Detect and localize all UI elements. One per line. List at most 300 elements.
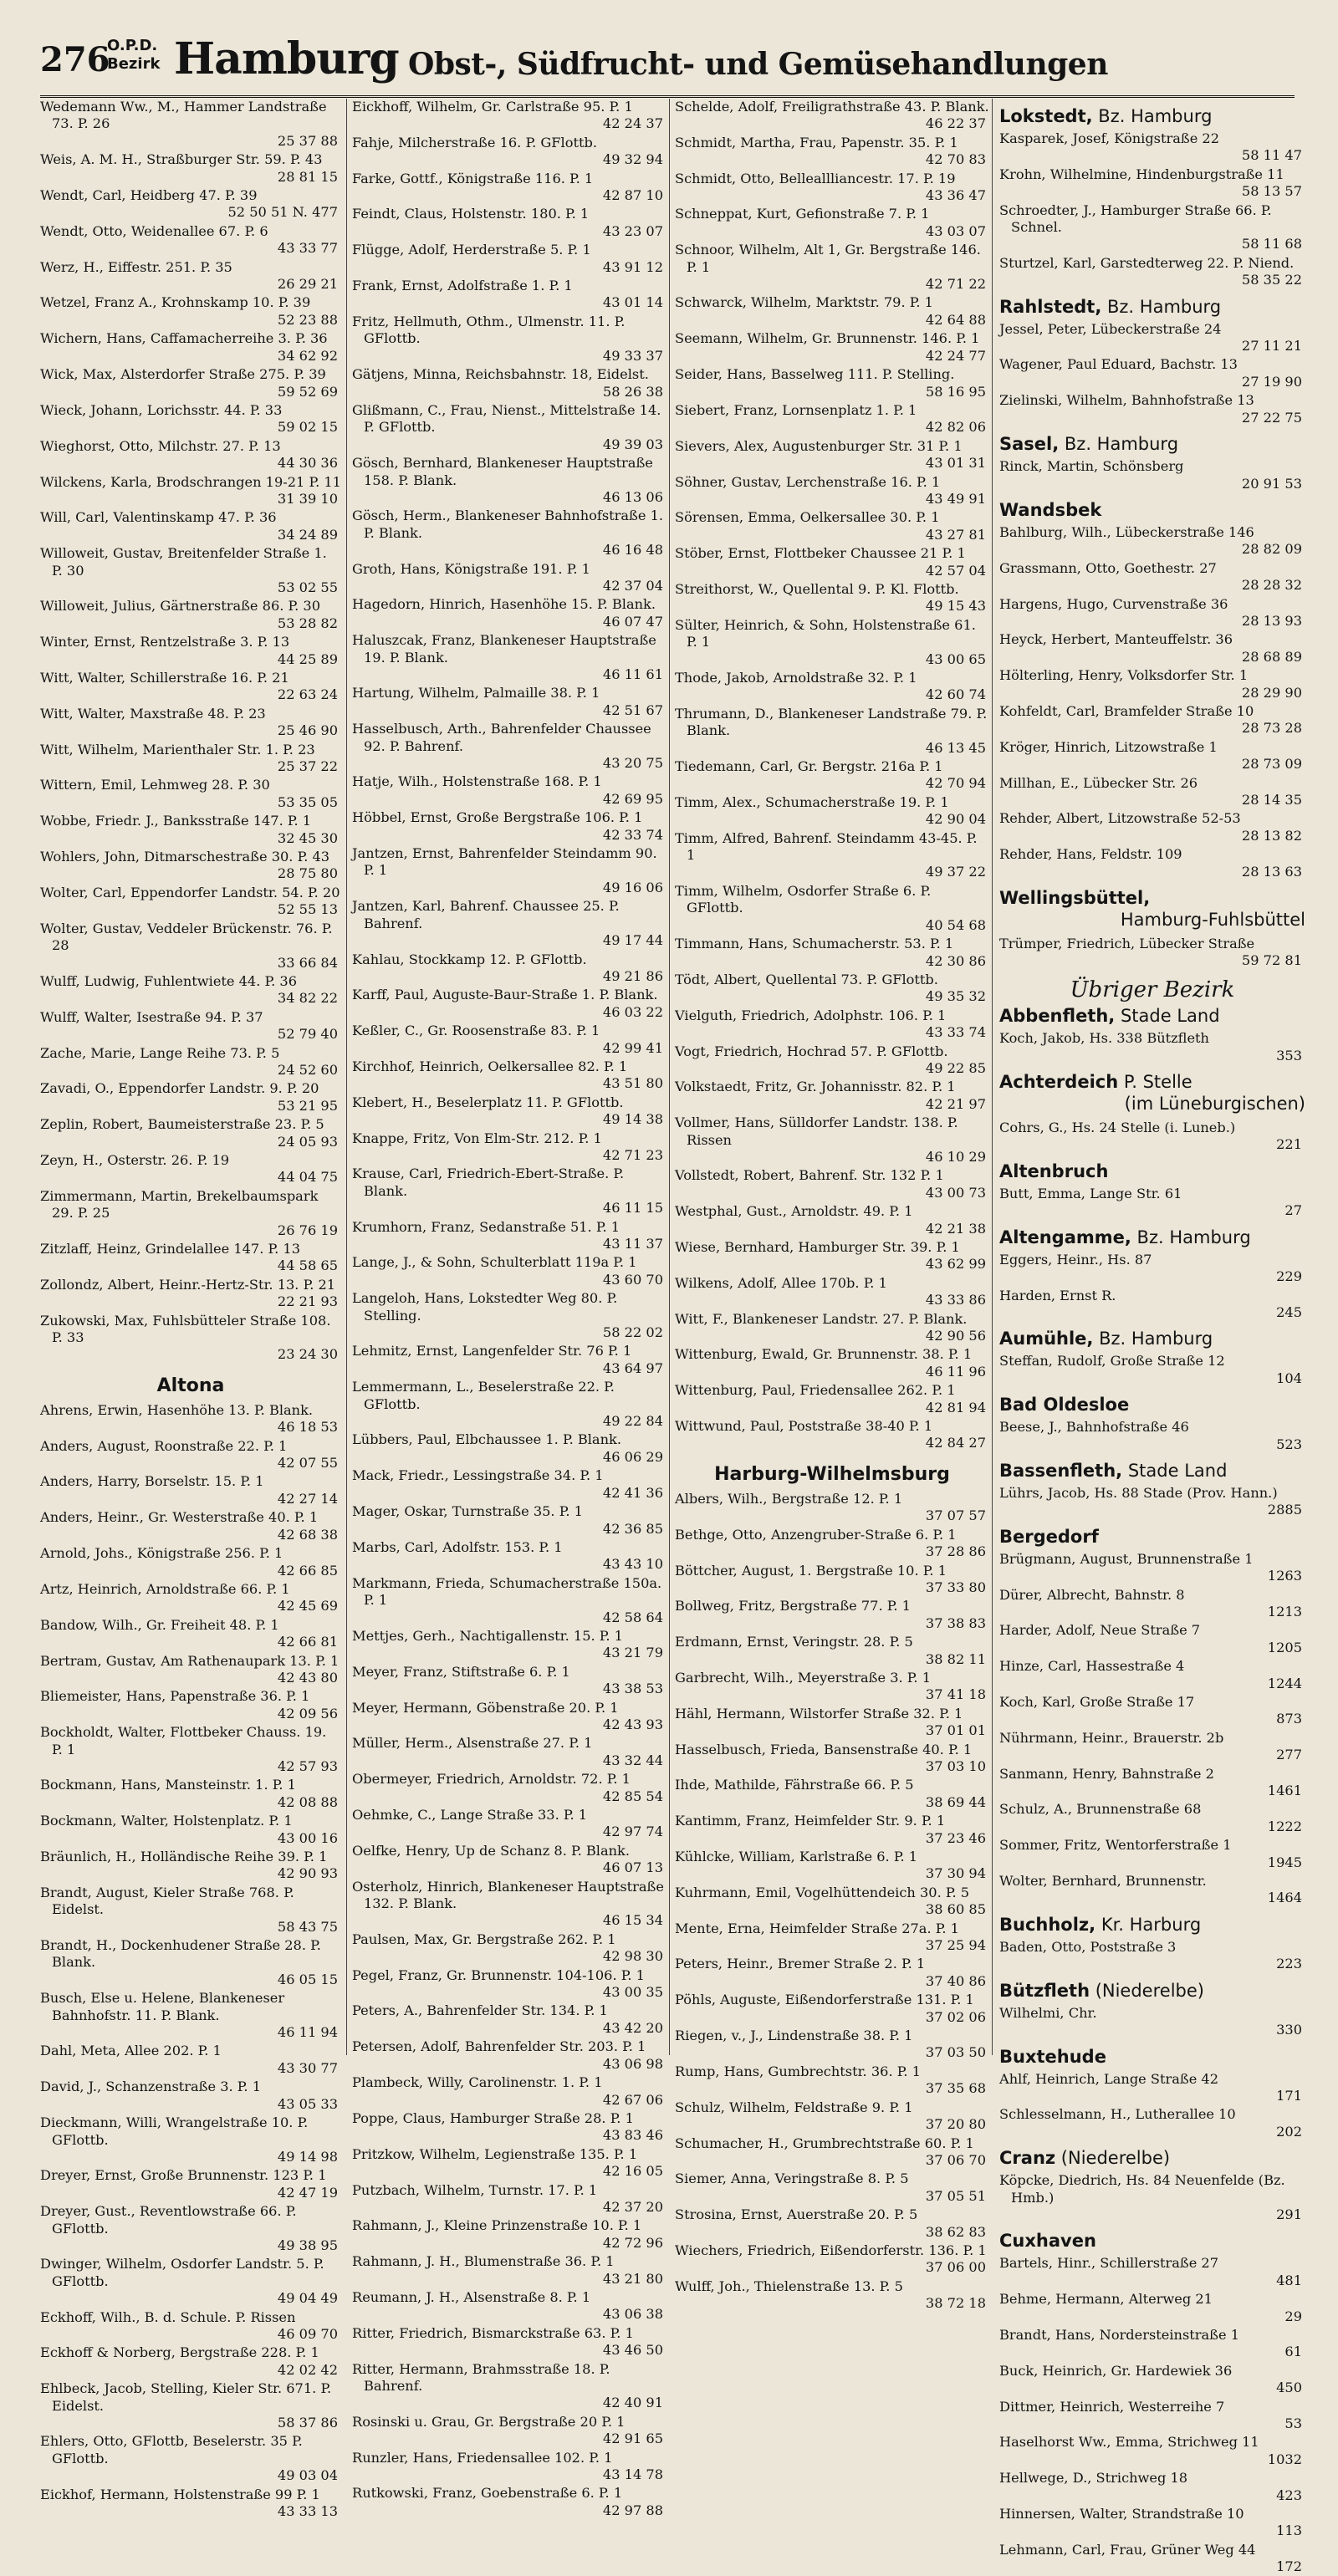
directory-entry — [675, 1706, 989, 1740]
entry-text: Ritter, Friedrich, Bismarckstraße 63. P. 1 — [352, 2324, 634, 2341]
phone-number: 46 11 96 — [925, 1363, 986, 1380]
entry-text: Hartung, Wilhelm, Palmaille 38. P. 1 — [352, 685, 600, 701]
entry-text: Weis, A. M. H., Straßburger Str. 59. P. 43 — [40, 151, 323, 168]
directory-entry — [40, 1188, 341, 1239]
phone-number: 223 — [1276, 1956, 1302, 1972]
phone-number: 58 22 02 — [602, 1324, 663, 1341]
directory-entry — [675, 1167, 989, 1201]
directory-entry — [999, 2327, 1305, 2361]
page-header — [40, 33, 1295, 98]
directory-entry — [352, 632, 666, 683]
phone-number: 42 33 74 — [602, 826, 663, 843]
directory-entry — [999, 2363, 1305, 2397]
entry-text: Eckhoff & Norberg, Bergstraße 228. P. 1 — [40, 2344, 319, 2361]
directory-entry — [40, 1009, 341, 1043]
phone-number: 37 30 94 — [925, 1865, 986, 1882]
entry-text: Brandt, Hans, Nordersteinstraße 1 — [999, 2326, 1240, 2343]
entry-text: Bandow, Wilh., Gr. Freiheit 48. P. 1 — [40, 1616, 279, 1633]
location-heading-cont: (im Lüneburgischen) — [1124, 1094, 1305, 1115]
entry-text: Schneppat, Kurt, Gefionstraße 7. P. 1 — [675, 206, 930, 222]
entry-text: Arnold, Johs., Königstraße 256. P. 1 — [40, 1545, 283, 1562]
entry-text: Kühlcke, William, Karlstraße 6. P. 1 — [675, 1849, 918, 1864]
phone-number: 43 27 81 — [925, 526, 986, 543]
entry-text: Brügmann, August, Brunnenstraße 1 — [999, 1550, 1254, 1567]
phone-number: 33 66 84 — [277, 954, 338, 971]
directory-entry — [352, 314, 666, 365]
directory-entry — [999, 1658, 1305, 1692]
phone-number: 43 62 99 — [925, 1256, 986, 1273]
location-heading: Sasel, Bz. Hamburg — [999, 434, 1179, 455]
directory-entry — [675, 1563, 989, 1597]
phone-number: 42 66 85 — [277, 1562, 338, 1579]
directory-entry — [40, 366, 341, 400]
directory-entry — [675, 758, 989, 793]
directory-entry — [40, 1438, 341, 1472]
entry-text: Harder, Adolf, Neue Straße 7 — [999, 1622, 1201, 1639]
entry-text: Bockholdt, Walter, Flottbeker Chauss. 19. P. 1 — [40, 1724, 327, 1757]
phone-number: 42 45 69 — [277, 1598, 338, 1614]
entry-text: Mente, Erna, Heimfelder Straße 27a. P. 1 — [675, 1920, 959, 1936]
directory-entry — [352, 2361, 666, 2412]
entry-text: Anders, Harry, Borselstr. 15. P. 1 — [40, 1473, 264, 1490]
directory-entry — [675, 1491, 989, 1525]
entry-text: Oelfke, Henry, Up de Schanz 8. P. Blank. — [352, 1842, 631, 1859]
phone-number: 46 03 22 — [602, 1003, 663, 1020]
phone-number: 37 28 86 — [925, 1543, 986, 1560]
directory-entry — [40, 402, 341, 436]
directory-entry — [675, 936, 989, 970]
phone-number: 42 24 77 — [925, 347, 986, 364]
directory-entry — [352, 402, 666, 453]
directory-entry — [675, 1115, 989, 1166]
directory-entry — [352, 596, 666, 630]
directory-entry — [40, 670, 341, 704]
entry-text: Kahlau, Stockkamp 12. P. GFlottb. — [352, 951, 587, 967]
entry-text: Timmann, Hans, Schumacherstr. 53. P. 1 — [675, 936, 954, 952]
directory-entry — [675, 1742, 989, 1776]
entry-text: Gösch, Bernhard, Blankeneser Hauptstraße 158. P. Blank. — [352, 455, 653, 488]
phone-number: 46 10 29 — [925, 1148, 986, 1165]
phone-number: 43 49 91 — [925, 490, 986, 507]
phone-number: 43 00 16 — [277, 1829, 338, 1846]
entry-place: Bützfleth — [1146, 1030, 1209, 1047]
directory-entry — [999, 2106, 1305, 2140]
entry-text: Karff, Paul, Auguste-Baur-Straße 1. P. Blank. — [352, 987, 658, 1003]
directory-entry — [40, 1241, 341, 1275]
entry-text: Sülter, Heinrich, & Sohn, Holstenstraße 61. P. 1 — [675, 616, 976, 650]
phone-number: 37 38 83 — [925, 1614, 986, 1631]
entry-text: Wichern, Hans, Caffamacherreihe 3. P. 36 — [40, 330, 328, 347]
directory-entry — [999, 1801, 1305, 1835]
phone-number: 43 30 77 — [277, 2059, 338, 2076]
directory-entry — [675, 1239, 989, 1273]
phone-number: 37 41 18 — [925, 1686, 986, 1703]
phone-number: 28 13 82 — [1241, 827, 1302, 844]
phone-number: 49 14 98 — [277, 2148, 338, 2165]
directory-entry — [40, 1545, 341, 1579]
directory-entry — [675, 206, 989, 240]
phone-number: 42 87 10 — [602, 187, 663, 204]
directory-entry — [352, 1664, 666, 1698]
phone-number: 46 22 37 — [925, 115, 986, 132]
phone-number: 42 90 04 — [925, 811, 986, 828]
entry-text: Hinze, Carl, Hassestraße 4 — [999, 1658, 1185, 1675]
phone-number: 28 13 63 — [1241, 863, 1302, 880]
phone-number: 24 05 93 — [277, 1133, 338, 1150]
directory-entry — [352, 987, 666, 1021]
entry-text: Hatje, Wilh., Holstenstraße 168. P. 1 — [352, 773, 602, 790]
directory-entry — [352, 1219, 666, 1253]
entry-text: Wittern, Emil, Lehmweg 28. P. 30 — [40, 777, 270, 793]
phone-number: 28 73 09 — [1241, 756, 1302, 773]
entry-text: Kohfeldt, Carl, Bramfelder Straße 10 — [999, 702, 1254, 719]
opd-label — [107, 37, 160, 74]
phone-number: 42 97 88 — [602, 2502, 663, 2518]
directory-entry — [352, 1058, 666, 1093]
directory-entry — [352, 721, 666, 772]
entry-text: Timm, Alex., Schumacherstraße 19. P. 1 — [675, 793, 949, 810]
directory-entry — [675, 1346, 989, 1380]
entry-text: Dürer, Albrecht, Bahnstr. 8 — [999, 1586, 1185, 1603]
directory-entry — [40, 921, 341, 972]
phone-number: 38 82 11 — [925, 1650, 986, 1667]
entry-text: Ehlers, Otto, GFlottb, Beselerstr. 35 P. GFlottb. — [40, 2433, 303, 2466]
phone-number: 42 02 42 — [277, 2361, 338, 2378]
directory-entry — [352, 2289, 666, 2324]
phone-number: 43 06 38 — [602, 2306, 663, 2323]
entry-text: Heyck, Herbert, Manteuffelstr. 36 — [999, 631, 1233, 648]
directory-entry — [999, 560, 1305, 594]
entry-text: Bertram, Gustav, Am Rathenaupark 13. P. 1 — [40, 1652, 340, 1669]
phone-number: 25 37 88 — [277, 132, 338, 149]
directory-entry — [40, 2256, 341, 2307]
directory-entry — [999, 1694, 1305, 1728]
directory-entry — [675, 366, 989, 400]
entry-text: Steffan, Rudolf, Große Straße 12 — [999, 1353, 1225, 1370]
entry-text: Hähl, Hermann, Wilstorfer Straße 32. P. 1 — [675, 1705, 963, 1722]
entry-text: Schmidt, Martha, Frau, Papenstr. 35. P. 1 — [675, 134, 958, 150]
phone-number: 42 71 22 — [925, 276, 986, 293]
location-heading: Wandsbek — [999, 499, 1102, 520]
phone-number: 44 04 75 — [277, 1169, 338, 1186]
directory-entry — [352, 135, 666, 169]
phone-number: 43 51 80 — [602, 1075, 663, 1092]
entry-text: Ritter, Hermann, Brahmsstraße 18. P. Bahrenf. — [352, 2360, 610, 2394]
directory-entry — [675, 242, 989, 293]
entry-text: Ahrens, Erwin, Hasenhöhe 13. P. Blank. — [40, 1401, 314, 1418]
entry-text: Siemer, Anna, Veringstraße 8. P. 5 — [675, 2170, 909, 2187]
other-district-heading: Übriger Bezirk — [1070, 977, 1235, 1002]
directory-entry — [40, 1777, 341, 1811]
phone-number: 42 68 38 — [277, 1526, 338, 1543]
directory-entry — [675, 1007, 989, 1042]
entry-text: Gätjens, Minna, Reichsbahnstr. 18, Eidelst. — [352, 366, 649, 383]
entry-text: Hasselbusch, Frieda, Bansenstraße 40. P. 1 — [675, 1741, 973, 1757]
directory-entry — [999, 130, 1305, 165]
phone-number: 28 29 90 — [1241, 684, 1302, 701]
phone-number: 52 50 51 N. 477 — [227, 204, 338, 221]
entry-text: Wetzel, Franz A., Krohnskamp 10. P. 39 — [40, 294, 311, 311]
entry-text: Wendt, Otto, Weidenallee 67. P. 6 — [40, 222, 268, 239]
phone-number: 37 23 46 — [925, 1829, 986, 1846]
entry-text: Ahlf, Heinrich, Lange Straße 42 — [999, 2070, 1219, 2087]
phone-number: 1222 — [1267, 1818, 1302, 1834]
directory-entry — [999, 166, 1305, 201]
phone-number: 43 20 75 — [602, 755, 663, 772]
directory-entry — [999, 846, 1305, 880]
entry-text: Schulz, Wilhelm, Feldstraße 9. P. 1 — [675, 2099, 913, 2115]
location-heading: Bassenfleth, Stade Land — [999, 1460, 1228, 1481]
phone-number: 44 30 36 — [277, 455, 338, 472]
entry-text: Krause, Carl, Friedrich-Ebert-Straße. P. Blank. — [352, 1166, 625, 1199]
phone-number: 37 40 86 — [925, 1972, 986, 1989]
column-4 — [992, 99, 1305, 2575]
phone-number: 46 07 47 — [602, 613, 663, 630]
directory-entry — [40, 973, 341, 1007]
entry-text: Wolter, Gustav, Veddeler Brückenstr. 76. P. 28 — [40, 920, 333, 954]
directory-entry — [999, 2071, 1305, 2105]
directory-entry — [675, 2242, 989, 2277]
page-number: 276 — [40, 40, 110, 79]
entry-text: Vogt, Friedrich, Hochrad 57. P. GFlottb. — [675, 1043, 948, 1059]
entry-text: Jantzen, Karl, Bahrenf. Chaussee 25. P. Bahrenf. — [352, 898, 620, 931]
entry-text: Lührs, Jacob, Hs. 88 — [999, 1484, 1139, 1501]
phone-number: 23 24 30 — [277, 1346, 338, 1363]
phone-number: 24 52 60 — [277, 1061, 338, 1078]
directory-entry — [40, 545, 341, 596]
directory-entry — [40, 1152, 341, 1186]
directory-entry — [352, 809, 666, 844]
entry-text: Koch, Jakob, Hs. 338 — [999, 1030, 1143, 1047]
phone-number: 31 39 10 — [277, 490, 338, 507]
directory-entry — [999, 936, 1305, 970]
entry-text: Zeyn, H., Osterstr. 26. P. 19 — [40, 1151, 230, 1168]
entry-text: Tiedemann, Carl, Gr. Bergstr. 216a P. 1 — [675, 758, 943, 775]
phone-number: 49 04 49 — [277, 2290, 338, 2307]
directory-entry — [675, 1956, 989, 1990]
entry-text: Garbrecht, Wilh., Meyerstraße 3. P. 1 — [675, 1669, 932, 1686]
column-1 — [40, 99, 341, 2520]
entry-text: Jantzen, Ernst, Bahrenfelder Steindamm 90. P. 1 — [352, 845, 657, 879]
directory-entry — [352, 1879, 666, 1930]
entry-text: Markmann, Frieda, Schumacherstraße 150a. P. 1 — [352, 1574, 662, 1609]
entry-text: Oehmke, C., Lange Straße 33. P. 1 — [352, 1807, 588, 1823]
entry-text: Dahl, Meta, Allee 202. P. 1 — [40, 2043, 222, 2059]
location-heading: Bützfleth (Niederelbe) — [999, 1980, 1204, 2001]
entry-text: Gösch, Herm., Blankeneser Bahnhofstraße 1. P. Blank. — [352, 508, 664, 541]
directory-entry — [675, 830, 989, 881]
entry-text: Rump, Hans, Gumbrechtstr. 36. P. 1 — [675, 2063, 921, 2079]
entry-text: Millhan, E., Lübecker Str. 26 — [999, 774, 1198, 791]
phone-number: 42 69 95 — [602, 790, 663, 807]
entry-text: Mack, Friedr., Lessingstraße 34. P. 1 — [352, 1467, 604, 1484]
phone-number: 43 01 14 — [602, 294, 663, 311]
entry-text: Fritz, Hellmuth, Othm., Ulmenstr. 11. P. GFlottb. — [352, 313, 626, 347]
entry-text: Kantimm, Franz, Heimfelder Str. 9. P. 1 — [675, 1813, 946, 1829]
location-heading: Bergedorf — [999, 1526, 1099, 1547]
entry-text: Langeloh, Hans, Lokstedter Weg 80. P. Stelling. — [352, 1290, 618, 1324]
phone-number: 49 14 38 — [602, 1111, 663, 1128]
entry-text: Klebert, H., Beselerplatz 11. P. GFlottb. — [352, 1094, 624, 1110]
directory-entry — [999, 524, 1305, 559]
phone-number: 53 — [1284, 2415, 1302, 2431]
entry-text: Frank, Ernst, Adolfstraße 1. P. 1 — [352, 278, 573, 294]
phone-number: 42 99 41 — [602, 1039, 663, 1056]
directory-entry — [352, 278, 666, 312]
phone-number: 43 60 70 — [602, 1271, 663, 1288]
phone-number: 42 84 27 — [925, 1435, 986, 1451]
entry-text: Pritzkow, Wilhelm, Legienstraße 135. P. 1 — [352, 2145, 638, 2162]
phone-number: 42 58 64 — [602, 1609, 663, 1625]
entry-text: Sommer, Fritz, Wentorferstraße 1 — [999, 1837, 1232, 1854]
entry-text: Rutkowski, Franz, Goebenstraße 6. P. 1 — [352, 2485, 623, 2502]
opd-line-1: O.P.D. — [107, 37, 158, 54]
entry-text: Runzler, Hans, Friedensallee 102. P. 1 — [352, 2449, 613, 2466]
entry-text: Lemmermann, L., Beselerstraße 22. P. GFlottb. — [352, 1379, 615, 1412]
phone-number: 43 38 53 — [602, 1681, 663, 1697]
entry-text: Eickhof, Hermann, Holstenstraße 99 P. 1 — [40, 2486, 320, 2502]
directory-entry — [675, 402, 989, 436]
entry-text: Schwarck, Wilhelm, Marktstr. 79. P. 1 — [675, 294, 933, 311]
phone-number: 523 — [1276, 1436, 1302, 1452]
directory-entry — [999, 1873, 1305, 1907]
location-heading-cont: Hamburg-Fuhlsbüttel — [1120, 910, 1305, 931]
directory-entry — [675, 2278, 989, 2313]
directory-entry — [352, 1807, 666, 1841]
phone-number: 42 70 94 — [925, 775, 986, 792]
directory-entry — [40, 438, 341, 472]
directory-entry — [40, 2079, 341, 2113]
phone-number: 43 14 78 — [602, 2466, 663, 2483]
directory-entry — [40, 1116, 341, 1150]
entry-text: Sanmann, Henry, Bahnstraße 2 — [999, 1765, 1214, 1782]
directory-entry — [999, 356, 1305, 390]
entry-text: Wieghorst, Otto, Milchstr. 27. P. 13 — [40, 437, 281, 454]
entry-text: Harden, Ernst R. — [999, 1287, 1116, 1303]
phone-number: 42 82 06 — [925, 419, 986, 436]
entry-text: Peters, Heinr., Bremer Straße 2. P. 1 — [675, 1956, 926, 1972]
phone-number: 28 14 35 — [1241, 792, 1302, 808]
phone-number: 46 09 70 — [277, 2325, 338, 2342]
phone-number: 27 — [1284, 1202, 1302, 1219]
phone-number: 58 26 38 — [602, 383, 663, 400]
directory-entry — [40, 1813, 341, 1847]
directory-entry — [40, 1045, 341, 1079]
directory-entry — [675, 706, 989, 757]
directory-entry — [352, 1700, 666, 1734]
entry-text: Wolter, Carl, Eppendorfer Landstr. 54. P. 20 — [40, 884, 340, 900]
directory-entry — [675, 883, 989, 934]
directory-entry — [40, 1990, 341, 2041]
phone-number: 46 16 48 — [602, 542, 663, 559]
directory-entry — [40, 849, 341, 883]
phone-number: 49 22 84 — [602, 1413, 663, 1430]
phone-number: 53 21 95 — [277, 1097, 338, 1114]
entry-text: Vielguth, Friedrich, Adolphstr. 106. P. 1 — [675, 1007, 947, 1023]
phone-number: 43 23 07 — [602, 222, 663, 239]
entry-text: Thode, Jakob, Arnoldstraße 32. P. 1 — [675, 670, 917, 686]
phone-number: 26 76 19 — [277, 1222, 338, 1238]
phone-number: 42 21 38 — [925, 1220, 986, 1237]
phone-number: 43 64 97 — [602, 1359, 663, 1376]
entry-text: Lübbers, Paul, Elbchaussee 1. P. Blank. — [352, 1431, 621, 1448]
entry-text: Wiechers, Friedrich, Eißendorferstr. 136. P. 1 — [675, 2242, 987, 2258]
directory-entry — [352, 2485, 666, 2519]
entry-text: Lange, J., & Sohn, Schulterblatt 119a P. 1 — [352, 1254, 637, 1271]
directory-entry — [675, 2135, 989, 2170]
phone-number: 34 24 89 — [277, 526, 338, 543]
directory-entry — [999, 2172, 1305, 2223]
phone-number: 38 69 44 — [925, 1793, 986, 1810]
directory-entry — [352, 2414, 666, 2448]
directory-entry — [675, 1079, 989, 1113]
directory-entry — [999, 255, 1305, 289]
entry-text: Seemann, Wilhelm, Gr. Brunnenstr. 146. P. 1 — [675, 330, 980, 347]
entry-text: Schroedter, J., Hamburger Straße 66. P. Schnel. — [999, 201, 1272, 236]
directory-entry — [675, 99, 989, 133]
phone-number: 42 40 91 — [602, 2395, 663, 2411]
directory-entry — [40, 1617, 341, 1651]
directory-entry — [675, 1598, 989, 1632]
directory-entry — [40, 1473, 341, 1507]
directory-entry — [352, 171, 666, 205]
directory-entry — [675, 670, 989, 704]
directory-entry — [352, 1539, 666, 1574]
directory-entry — [999, 1551, 1305, 1585]
directory-entry — [40, 742, 341, 776]
phone-number: 37 07 57 — [925, 1507, 986, 1524]
phone-number: 44 58 65 — [277, 1257, 338, 1274]
entry-text: Brandt, August, Kieler Straße 768. P. Eidelst. — [40, 1884, 294, 1918]
entry-text: Rinck, Martin, Schönsberg — [999, 458, 1184, 475]
directory-entry — [675, 1885, 989, 1919]
entry-text: Willoweit, Julius, Gärtnerstraße 86. P. 30 — [40, 598, 321, 615]
location-heading: Lokstedt, Bz. Hamburg — [999, 106, 1213, 126]
entry-text: Nührmann, Heinr., Brauerstr. 2b — [999, 1729, 1224, 1746]
directory-entry — [675, 474, 989, 508]
phone-number: 46 05 15 — [277, 1971, 338, 1987]
phone-number: 330 — [1276, 2022, 1302, 2038]
phone-number: 43 42 20 — [602, 2019, 663, 2036]
directory-entry — [999, 2291, 1305, 2325]
phone-number: 46 07 13 — [602, 1859, 663, 1876]
phone-number: 42 16 05 — [602, 2163, 663, 2180]
phone-number: 34 82 22 — [277, 990, 338, 1007]
directory-entry — [352, 1843, 666, 1877]
phone-number: 1205 — [1267, 1639, 1302, 1655]
directory-entry — [40, 2433, 341, 2484]
entry-text: Baden, Otto, Poststraße 3 — [999, 1938, 1177, 1955]
phone-number: 171 — [1276, 2087, 1302, 2104]
directory-entry — [40, 2043, 341, 2077]
directory-entry — [40, 99, 341, 150]
directory-entry — [675, 2099, 989, 2134]
phone-number: 28 75 80 — [277, 865, 338, 882]
directory-entry — [40, 1688, 341, 1722]
directory-entry — [675, 330, 989, 365]
entry-text: Volkstaedt, Fritz, Gr. Johannisstr. 82. P. 1 — [675, 1079, 956, 1095]
phone-number: 42 70 83 — [925, 151, 986, 168]
phone-number: 353 — [1276, 1047, 1302, 1064]
directory-entry — [352, 773, 666, 808]
directory-entry — [352, 1467, 666, 1502]
directory-entry — [999, 667, 1305, 701]
phone-number: 37 35 68 — [925, 2080, 986, 2097]
entry-text: Wilkens, Adolf, Allee 170b. P. 1 — [675, 1274, 887, 1291]
entry-text: Wolter, Bernhard, Brunnenstr. — [999, 1873, 1207, 1890]
entry-text: Sörensen, Emma, Oelkersallee 30. P. 1 — [675, 509, 940, 526]
phone-number: 38 72 18 — [925, 2295, 986, 2312]
